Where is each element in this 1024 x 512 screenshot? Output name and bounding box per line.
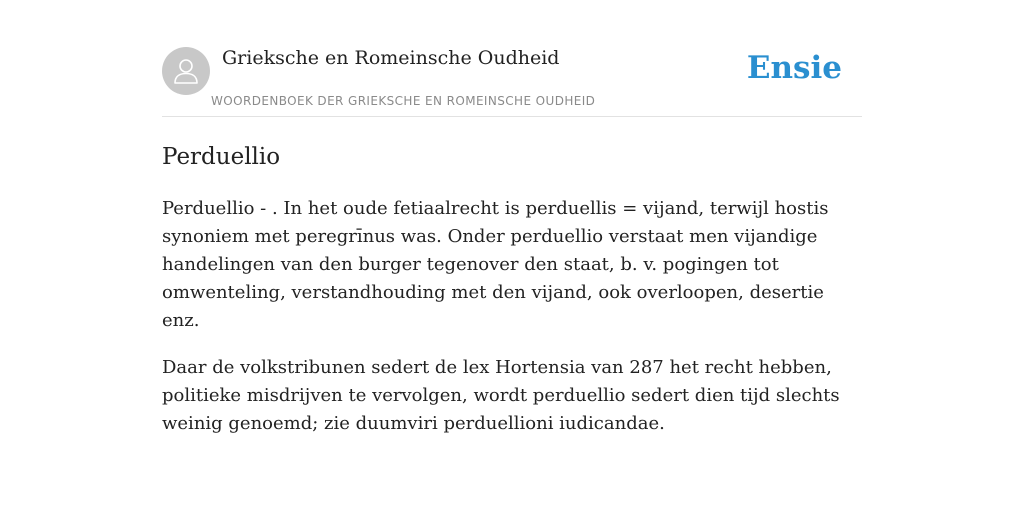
- user-silhouette-icon: [171, 56, 201, 86]
- page-container: [162, 0, 862, 438]
- article-title: Perduellio: [162, 144, 281, 170]
- source-avatar[interactable]: [162, 47, 210, 95]
- article-paragraph-2: Daar de volkstribunen sedert de lex Hortensia van 287 het recht hebben, politieke misdrijven te vervolgen, wordt perduellio sedert dien tijd slechts weinig genoemd; zie duumviri perduellioni iudicandae.: [162, 357, 840, 434]
- article-paragraph-1: Perduellio - . In het oude fetiaalrecht is perduellis = vijand, terwijl hostis synoniem met peregrīnus was. Onder perduellio verstaat men vijandige handelingen van den burger tegenover den staat, b. v. pogingen tot omwenteling, verstandhouding met den vijand, ook overloopen, desertie enz.: [162, 198, 829, 331]
- source-name[interactable]: Grieksche en Romeinsche Oudheid: [222, 47, 560, 69]
- ensie-logo-link[interactable]: Ensie: [746, 50, 842, 86]
- source-subtitle: WOORDENBOEK DER GRIEKSCHE EN ROMEINSCHE OUDHEID: [211, 94, 596, 108]
- page-header: [162, 0, 862, 117]
